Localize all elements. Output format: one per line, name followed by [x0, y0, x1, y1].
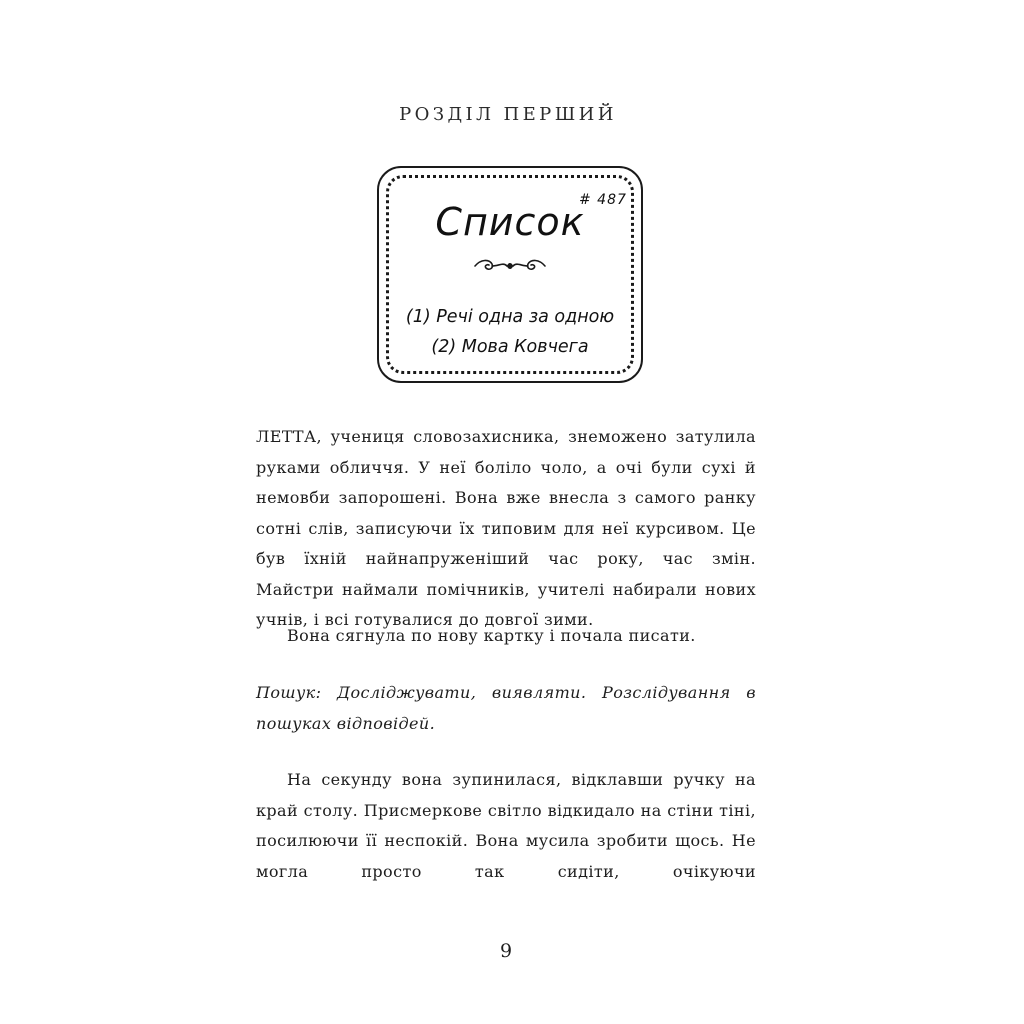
chapter-heading: РОЗДІЛ ПЕРШИЙ	[399, 104, 617, 125]
card-list-item: (2) Мова Ковчега	[431, 337, 589, 357]
body-paragraph: На секунду вона зупинилася, відклавши ручку на край столу. Присмеркове світло відкидало на стіни тіні, посилюючи її неспокій. Вона мусила зробити щось. Не могла просто так сидіти, очікуючи	[256, 770, 756, 881]
body-paragraph: ЛЕТТА, учениця словозахисника, знеможено затулила руками обличчя. У неї боліло чоло, а очі були сухі й немовби запорошені. Вона вже внесла з самого ранку сотні слів, записуючи їх типовим для неї курсивом. Це був їхній найнапруженіший час року, час змін. Майстри наймали помічників, учителі набирали нових учнів, і всі готувалися до довгої зими.	[256, 427, 756, 629]
card-title: Список	[435, 200, 585, 244]
flourish-ornament-icon	[473, 256, 547, 276]
card-number-tag: # 487	[579, 192, 627, 208]
page-number: 9	[499, 940, 513, 962]
card-list-item: (1) Речі одна за одною	[405, 307, 615, 327]
list-card	[377, 166, 643, 383]
definition-paragraph: Пошук: Досліджувати, виявляти. Розслідування в пошуках відповідей.	[256, 683, 756, 733]
body-paragraph: Вона сягнула по нову картку і почала писати.	[287, 626, 696, 645]
card-list	[379, 302, 641, 362]
